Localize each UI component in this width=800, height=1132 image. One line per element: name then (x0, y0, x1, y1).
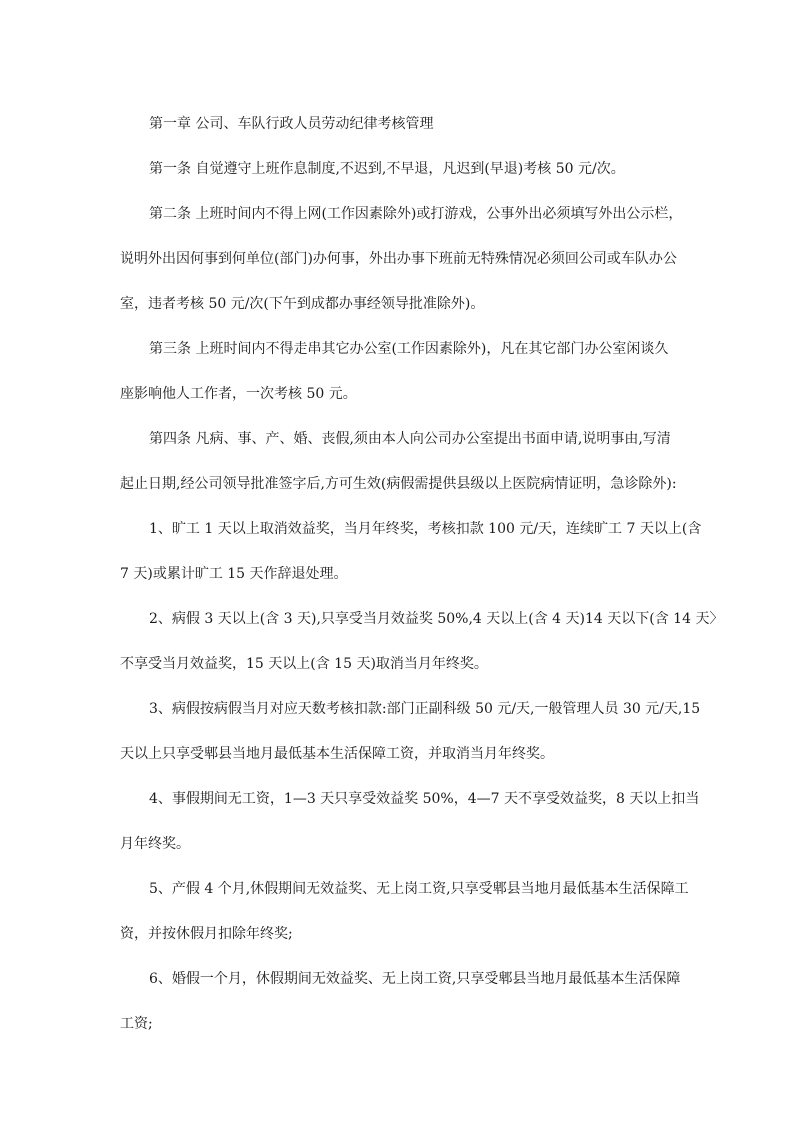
item-6-line-2: 工资; (120, 1016, 153, 1032)
item-2-line-2: 不享受当月效益奖，15 天以上(含 15 天)取消当月年终奖。 (120, 656, 488, 672)
item-4-line-2: 月年终奖。 (120, 836, 190, 852)
article-4-line-1: 第四条 凡病、事、产、婚、丧假,须由本人向公司办公室提出书面申请,说明事由,写清 (149, 431, 671, 447)
item-5-line-1: 5、产假 4 个月,休假期间无效益奖、无上岗工资,只享受郫县当地月最低基本生活保障工 (149, 881, 689, 897)
article-3-line-2: 座影响他人工作者，一次考核 50 元。 (120, 386, 357, 402)
item-2-line-1: 2、病假 3 天以上(含 3 天),只享受当月效益奖 50%,4 天以上(含 4 天)14 天以下(含 14 天〉 (149, 611, 724, 627)
chapter-title: 第一章 公司、车队行政人员劳动纪律考核管理 (149, 116, 434, 132)
item-3-line-1: 3、病假按病假当月对应天数考核扣款:部门正副科级 50 元/天,一般管理人员 30 元/天,15 (149, 701, 701, 717)
article-4-line-2: 起止日期,经公司领导批准签字后,方可生效(病假需提供县级以上医院病情证明，急诊除外): (120, 476, 677, 492)
item-3-line-2: 天以上只享受郫县当地月最低基本生活保障工资，并取消当月年终奖。 (120, 746, 554, 762)
article-2-line-3: 室，违者考核 50 元/次(下午到成都办事经领导批准除外)。 (120, 296, 485, 312)
article-1-line-1: 第一条 自觉遵守上班作息制度,不迟到,不早退，凡迟到(早退)考核 50 元/次。 (149, 161, 625, 177)
item-5-line-2: 资，并按休假月扣除年终奖; (120, 926, 293, 942)
item-1-line-2: 7 天)或累计旷工 15 天作辞退处理。 (120, 566, 348, 582)
article-3-line-1: 第三条 上班时间内不得走串其它办公室(工作因素除外)，凡在其它部门办公室闲谈久 (149, 341, 669, 357)
article-2-line-2: 说明外出因何事到何单位(部门)办何事，外出办事下班前无特殊情况必须回公司或车队办公 (120, 251, 677, 267)
item-1-line-1: 1、旷工 1 天以上取消效益奖，当月年终奖，考核扣款 100 元/天，连续旷工 7 天以上(含 (149, 521, 702, 537)
article-2-line-1: 第二条 上班时间内不得上网(工作因素除外)或打游戏，公事外出必须填写外出公示栏， (149, 206, 683, 222)
item-6-line-1: 6、婚假一个月，休假期间无效益奖、无上岗工资,只享受郫县当地月最低基本生活保障 (149, 971, 681, 987)
item-4-line-1: 4、事假期间无工资，1—3 天只享受效益奖 50%，4—7 天不享受效益奖，8 天以上扣当 (149, 791, 700, 807)
